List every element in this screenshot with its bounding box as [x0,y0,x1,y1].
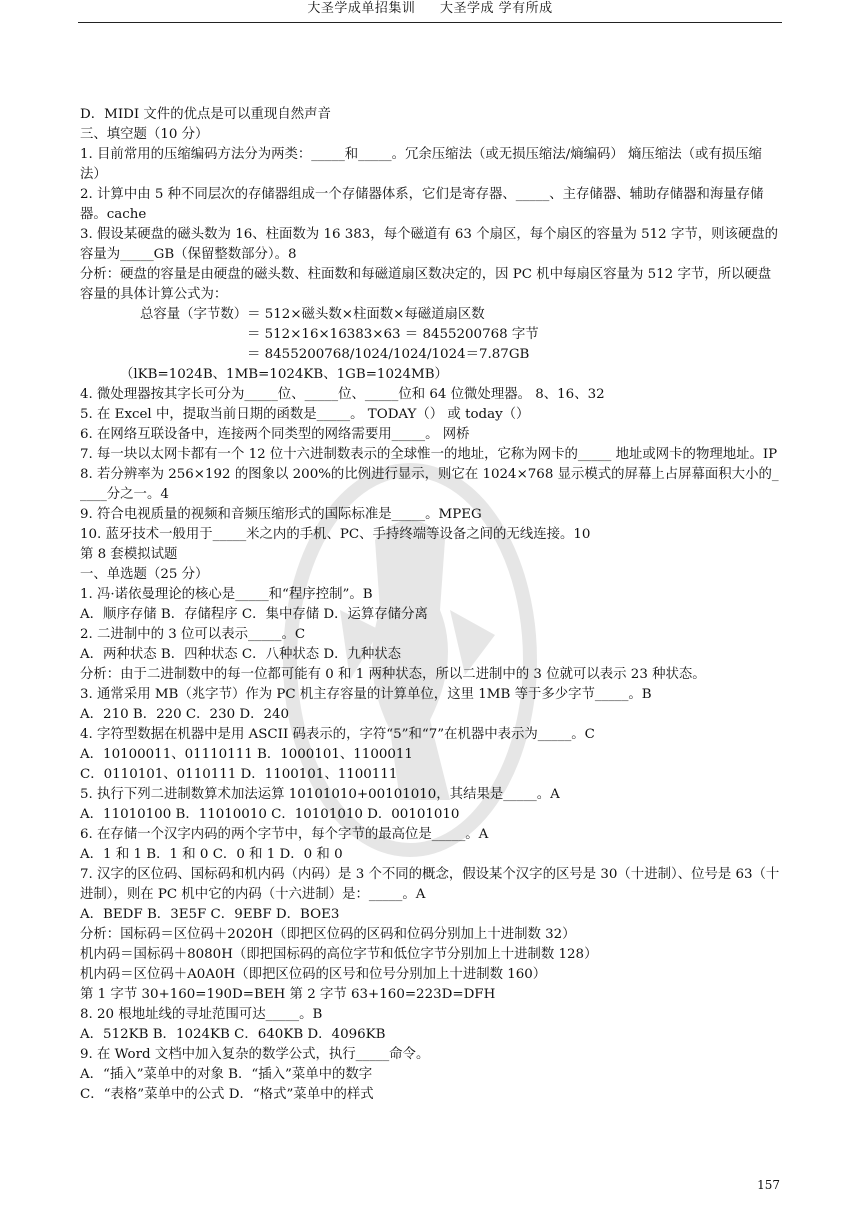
question-text: 5. 执行下列二进制数算术加法运算 10101010+00101010，其结果是_____。A [80,787,560,802]
analysis-text: 机内码＝国标码＋8080H（即把国标码的高位字节和低位字节分别加上十进制数 128） [80,947,598,962]
answer-options: A．顺序存储 B．存储程序 C．集中存储 D．运算存储分离 [80,607,428,622]
answer-options: A．210 B．220 C．230 D．240 [80,707,290,722]
section-heading: 第 8 套模拟试题 [80,547,178,562]
answer-options: A．两种状态 B．四种状态 C．八种状态 D．九种状态 [80,647,402,662]
page-header [78,0,782,23]
text-line: D．MIDI 文件的优点是可以重现自然声音 [80,107,331,122]
section-heading: 三、填空题（10 分） [80,127,209,142]
answer-options: A．512KB B．1024KB C．640KB D．4096KB [80,1027,386,1042]
question-text: 3. 通常采用 MB（兆字节）作为 PC 机主存容量的计算单位，这里 1MB 等于多少字节_____。B [80,687,652,702]
question-text: 1. 目前常用的压缩编码方法分为两类：_____和_____。冗余压缩法（或无损压缩法/熵编码） 熵压缩法（或有损压缩法） [80,147,762,182]
formula-line: ＝ 512×16×16383×63 ＝ 8455200768 字节 [247,327,539,342]
question-text: 1. 冯·诺依曼理论的核心是_____和“程序控制”。B [80,587,373,602]
question-text: 6. 在网络互联设备中，连接两个同类型的网络需要用_____。 网桥 [80,427,470,442]
answer-options: A．BEDF B．3E5F C．9EBF D．BOE3 [80,907,340,922]
analysis-text: 分析：国标码＝区位码＋2020H（即把区位码的区码和位码分别加上十进制数 32） [80,927,576,942]
answer-options: C．0110101、0110111 D．1100101、1100111 [80,767,398,782]
formula-line: 总容量（字节数）＝ 512×磁头数×柱面数×每磁道扇区数 [140,307,485,322]
question-text: 4. 微处理器按其字长可分为_____位、_____位、_____位和 64 位微处理器。 8、16、32 [80,387,605,402]
question-text: 6. 在存储一个汉字内码的两个字节中，每个字节的最高位是_____。A [80,827,489,842]
answer-options: A．10100011、01110111 B．1000101、1100011 [80,747,413,762]
answer-options: A．11010100 B．11010010 C．10101010 D．00101010 [80,807,460,822]
analysis-text: 机内码＝区位码＋A0A0H（即把区位码的区号和位号分别加上十进制数 160） [80,967,547,982]
question-text: 9. 符合电视质量的视频和音频压缩形式的国际标准是_____。MPEG [80,507,482,522]
answer-options: A．1 和 1 B．1 和 0 C．0 和 1 D．0 和 0 [80,847,343,862]
question-text: 4. 字符型数据在机器中是用 ASCII 码表示的，字符“5”和“7”在机器中表示为_____。C [80,727,595,742]
document-body [80,105,782,1105]
analysis-text: 第 1 字节 30+160=190D=BEH 第 2 字节 63+160=223D=DFH [80,987,496,1002]
question-text: 5. 在 Excel 中，提取当前日期的函数是_____。 TODAY（） 或 today（） [80,407,530,422]
header-right-text: 大圣学成 学有所成 [440,1,553,16]
question-text: 7. 汉字的区位码、国标码和机内码（内码）是 3 个不同的概念，假设某个汉字的区号是 30（十进制）、位号是 63（十进制），则在 PC 机中它的内码（十六进制）是：_____。A [80,867,780,902]
question-text: 10. 蓝牙技术一般用于_____米之内的手机、PC、手持终端等设备之间的无线连接。10 [80,527,591,542]
analysis-text: 分析：硬盘的容量是由硬盘的磁头数、柱面数和每磁道扇区数决定的，因 PC 机中每扇区容量为 512 字节，所以硬盘容量的具体计算公式为： [80,267,772,302]
question-text: 2. 计算中由 5 种不同层次的存储器组成一个存储器体系，它们是寄存器、_____、主存储器、辅助存储器和海量存储器。cache [80,187,764,222]
formula-note: （lKB=1024B、1MB=1024KB、1GB=1024MB） [120,367,448,382]
answer-options: A．“插入”菜单中的对象 B．“插入”菜单中的数字 [80,1067,373,1082]
header-left-text: 大圣学成单招集训 [307,1,416,16]
question-text: 8. 20 根地址线的寻址范围可达_____。B [80,1007,323,1022]
question-text: 7. 每一块以太网卡都有一个 12 位十六进制数表示的全球惟一的地址，它称为网卡的_____ 地址或网卡的物理地址。IP [80,447,778,462]
question-text: 2. 二进制中的 3 位可以表示_____。C [80,627,306,642]
question-text: 8. 若分辨率为 256×192 的图象以 200%的比例进行显示，则它在 1024×768 显示模式的屏幕上占屏幕面积大小的_____分之一。4 [80,467,779,502]
page-number: 157 [757,1178,780,1192]
analysis-text: 分析：由于二进制数中的每一位都可能有 0 和 1 两种状态，所以二进制中的 3 位就可以表示 23 种状态。 [80,667,706,682]
question-text: 3. 假设某硬盘的磁头数为 16、柱面数为 16 383，每个磁道有 63 个扇区，每个扇区的容量为 512 字节，则该硬盘的容量为_____GB（保留整数部分）。8 [80,227,779,262]
section-heading: 一、单选题（25 分） [80,567,209,582]
answer-options: C．“表格”菜单中的公式 D．“格式”菜单中的样式 [80,1087,374,1102]
question-text: 9. 在 Word 文档中加入复杂的数学公式，执行_____命令。 [80,1047,430,1062]
formula-line: ＝ 8455200768/1024/1024/1024＝7.87GB [247,347,530,362]
